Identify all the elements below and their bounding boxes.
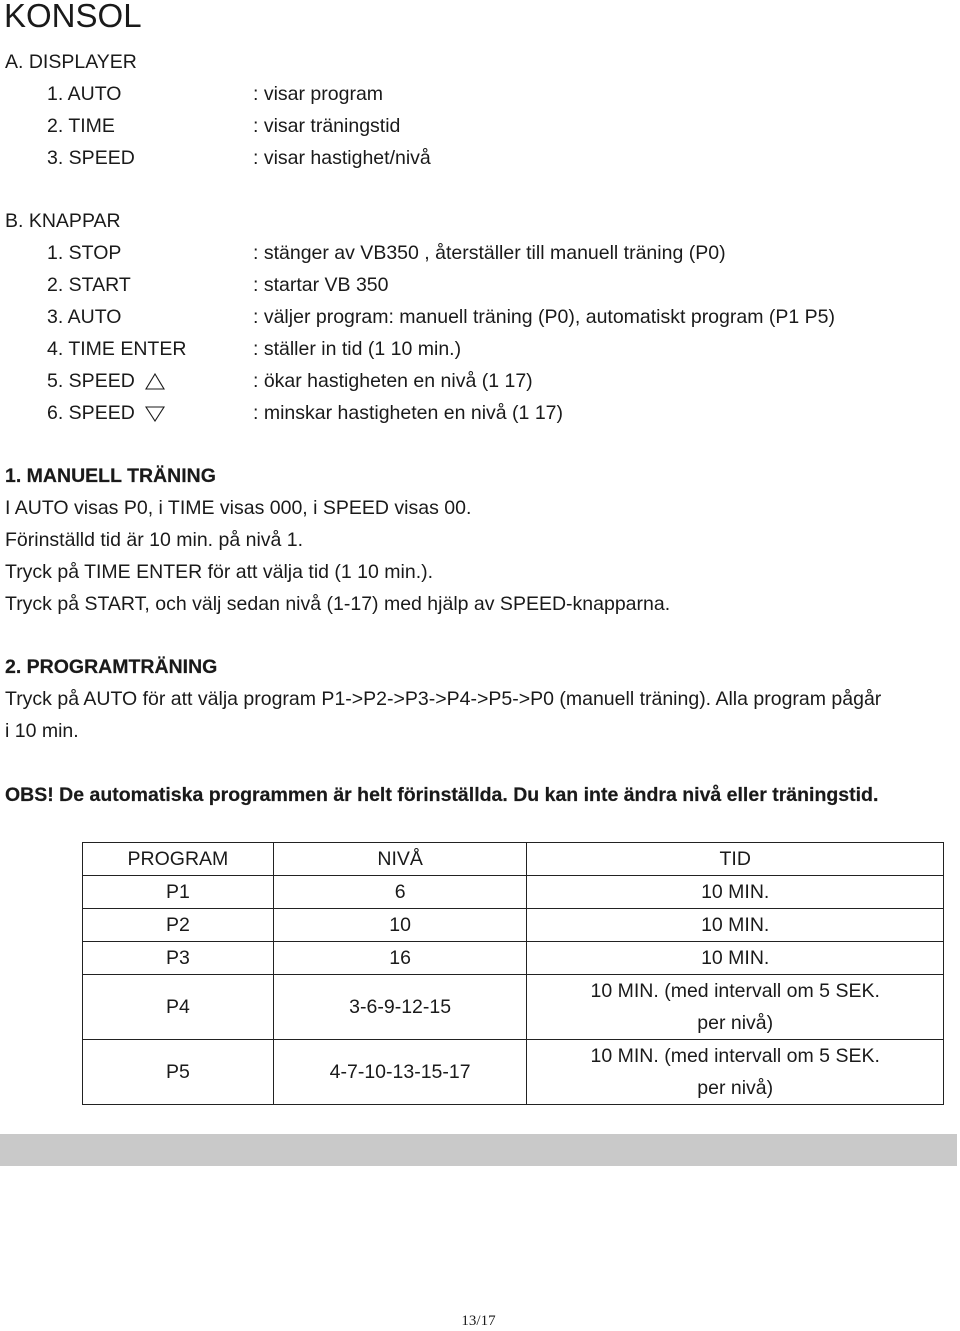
table-row [83, 942, 944, 975]
table-cell: 4-7-10-13-15-17 [273, 1040, 527, 1105]
button-label: 2. START [47, 274, 131, 296]
table-cell: P1 [83, 876, 274, 909]
table-row [83, 876, 944, 909]
display-desc: : visar hastighet/nivå [253, 147, 431, 169]
table-cell: 10 [273, 909, 527, 942]
table-cell: 10 MIN. [527, 876, 944, 909]
button-label: 4. TIME ENTER [47, 338, 187, 360]
button-desc: : väljer program: manuell träning (P0), automatiskt program (P1 P5) [253, 306, 835, 328]
table-cell: 10 MIN. [527, 909, 944, 942]
table-cell: 10 MIN. [527, 942, 944, 975]
footer-band [0, 1134, 957, 1166]
triangle-down-icon [145, 405, 165, 422]
button-label-row [47, 397, 165, 429]
button-desc: : stänger av VB350 , återställer till manuell träning (P0) [253, 242, 726, 264]
table-cell: 10 MIN. (med intervall om 5 SEK. per nivå) [527, 1040, 944, 1105]
button-desc: : minskar hastigheten en nivå (1 17) [253, 402, 564, 424]
display-desc: : visar träningstid [253, 115, 401, 137]
button-label: 3. AUTO [47, 306, 122, 328]
button-label: 6. SPEED [47, 402, 135, 424]
table-row [83, 909, 944, 942]
table-cell: P5 [83, 1040, 274, 1105]
table-header: TID [527, 843, 944, 876]
program-line: i 10 min. [5, 720, 79, 742]
table-row [83, 1040, 944, 1105]
page-title: KONSOL [4, 0, 142, 34]
triangle-up-icon [145, 373, 165, 390]
table-header: NIVÅ [273, 843, 527, 876]
display-desc: : visar program [253, 83, 384, 105]
manual-line: I AUTO visas P0, i TIME visas 000, i SPEED visas 00. [5, 497, 472, 519]
program-heading: 2. PROGRAMTRÄNING [5, 656, 218, 678]
table-cell: P3 [83, 942, 274, 975]
button-desc: : ställer in tid (1 10 min.) [253, 338, 462, 360]
button-label-row [47, 365, 165, 397]
button-desc: : startar VB 350 [253, 274, 389, 296]
table-cell: 3-6-9-12-15 [273, 975, 527, 1040]
manual-line: Förinställd tid är 10 min. på nivå 1. [5, 529, 304, 551]
table-cell: 6 [273, 876, 527, 909]
button-label: 1. STOP [47, 242, 122, 264]
manual-line: Tryck på START, och välj sedan nivå (1-17) med hjälp av SPEED-knapparna. [5, 593, 671, 615]
table-cell: 16 [273, 942, 527, 975]
display-label: 3. SPEED [47, 147, 135, 169]
manual-heading: 1. MANUELL TRÄNING [5, 465, 216, 487]
section-b-heading: B. KNAPPAR [5, 210, 121, 232]
table-cell: 10 MIN. (med intervall om 5 SEK. per nivå) [527, 975, 944, 1040]
obs-note: OBS! De automatiska programmen är helt förinställda. Du kan inte ändra nivå eller träningstid. [5, 784, 879, 806]
display-label: 1. AUTO [47, 83, 122, 105]
table-header-row [83, 843, 944, 876]
table-header: PROGRAM [83, 843, 274, 876]
display-label: 2. TIME [47, 115, 115, 137]
table-row [83, 975, 944, 1040]
program-table [82, 842, 944, 1105]
manual-line: Tryck på TIME ENTER för att välja tid (1 10 min.). [5, 561, 434, 583]
table-cell: P4 [83, 975, 274, 1040]
button-desc: : ökar hastigheten en nivå (1 17) [253, 370, 533, 392]
table-cell: P2 [83, 909, 274, 942]
section-a-heading: A. DISPLAYER [5, 51, 137, 73]
program-line: Tryck på AUTO för att välja program P1->P2->P3->P4->P5->P0 (manuell träning). Alla program pågår [5, 688, 882, 710]
page-number: 13/17 [461, 1313, 496, 1329]
button-label: 5. SPEED [47, 370, 135, 392]
